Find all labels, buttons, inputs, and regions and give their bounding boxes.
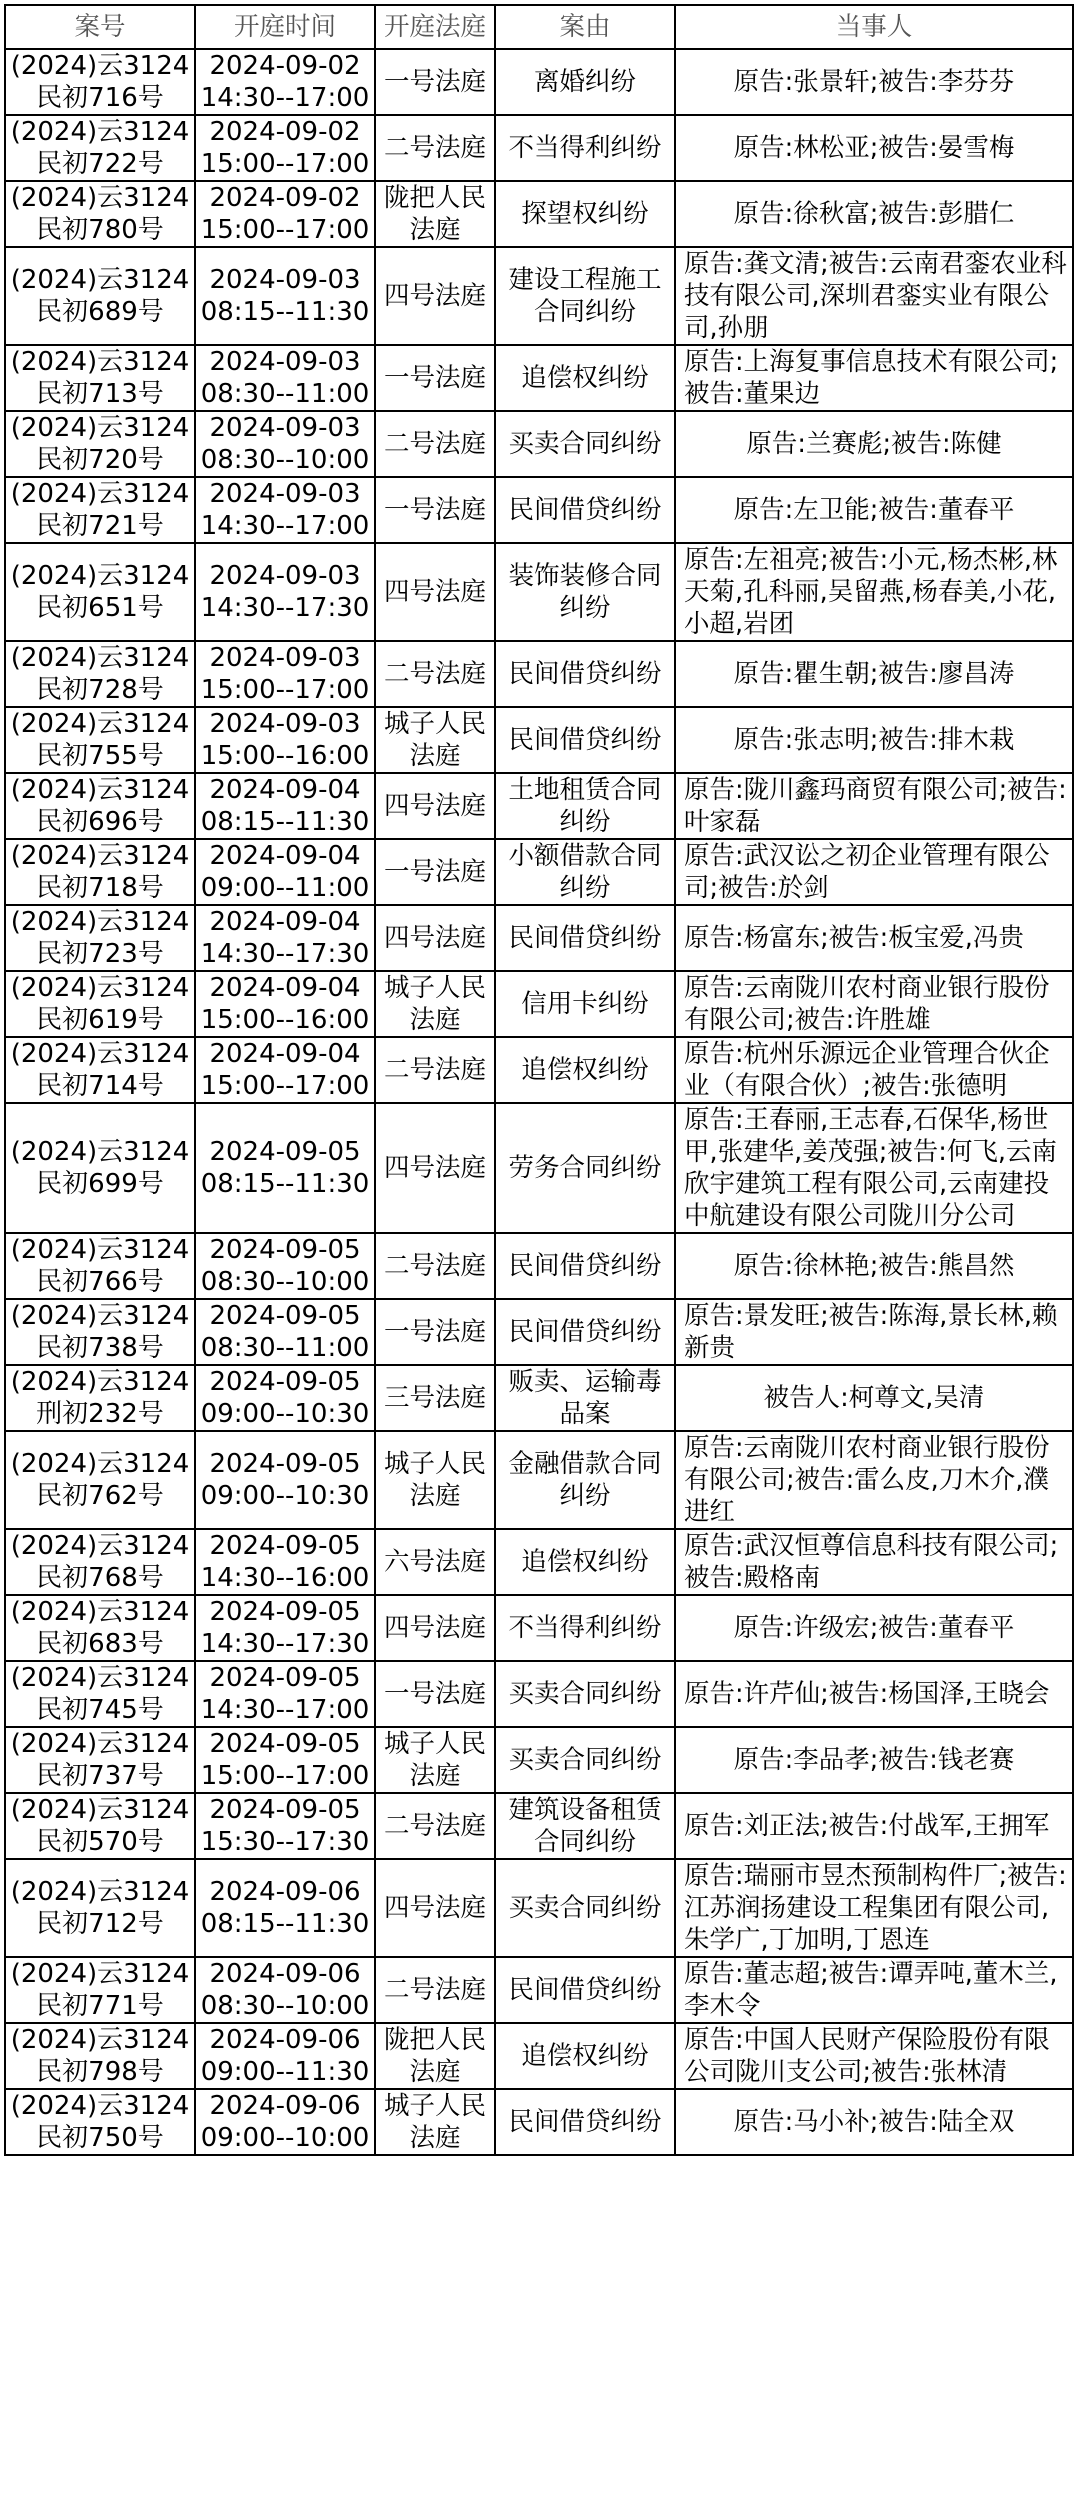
hearing-time-cell [195,641,375,707]
table-row [5,839,1073,905]
case-number-suffix: 民初738号 [36,1333,164,1363]
case-number-cell [5,707,195,773]
hearing-time-range: 15:00--17:00 [200,1761,370,1791]
hearing-time-cell [195,2023,375,2089]
case-number-prefix: (2024)云3124 [10,265,190,295]
case-number-suffix: 民初716号 [36,83,164,113]
hearing-time-range: 14:30--17:00 [200,83,370,113]
case-number-cell [5,1793,195,1859]
case-number-prefix: (2024)云3124 [10,479,190,509]
case-number-cell [5,1233,195,1299]
hearing-time-range: 09:00--11:30 [200,2057,370,2087]
case-number-suffix: 民初728号 [36,675,164,705]
parties-cell: 原告:许芹仙;被告:杨国泽,王晓会 [675,1661,1073,1727]
table-row [5,905,1073,971]
hearing-date: 2024-09-05 [209,1597,361,1627]
case-number-cell [5,905,195,971]
hearing-date: 2024-09-05 [209,1663,361,1693]
case-number-cell [5,181,195,247]
hearing-time-range: 08:15--11:30 [200,1909,370,1939]
cause-cell: 小额借款合同纠纷 [495,839,675,905]
case-number-cell [5,1595,195,1661]
hearing-time-cell [195,1859,375,1957]
hearing-date: 2024-09-03 [209,479,361,509]
case-number-suffix: 民初745号 [36,1695,164,1725]
cause-cell: 金融借款合同纠纷 [495,1431,675,1529]
hearing-date: 2024-09-05 [209,1235,361,1265]
hearing-time-cell [195,247,375,345]
case-number-suffix: 民初720号 [36,445,164,475]
header-case-number: 案号 [5,5,195,49]
hearing-time-cell [195,839,375,905]
table-row [5,1037,1073,1103]
case-number-suffix: 民初699号 [36,1169,164,1199]
case-number-prefix: (2024)云3124 [10,1663,190,1693]
table-row [5,971,1073,1037]
courtroom-cell: 四号法庭 [375,247,495,345]
hearing-time-range: 09:00--10:30 [200,1481,370,1511]
parties-cell: 原告:徐林艳;被告:熊昌然 [675,1233,1073,1299]
cause-cell: 探望权纠纷 [495,181,675,247]
table-row [5,345,1073,411]
courtroom-cell: 四号法庭 [375,1859,495,1957]
case-number-cell [5,49,195,115]
cause-cell: 追偿权纠纷 [495,2023,675,2089]
parties-cell: 原告:左卫能;被告:董春平 [675,477,1073,543]
courtroom-cell: 二号法庭 [375,1233,495,1299]
courtroom-cell: 城子人民法庭 [375,1431,495,1529]
case-number-suffix: 民初723号 [36,939,164,969]
case-number-suffix: 民初713号 [36,379,164,409]
hearing-date: 2024-09-03 [209,709,361,739]
hearing-time-range: 09:00--11:00 [200,873,370,903]
hearing-time-cell [195,1529,375,1595]
case-number-prefix: (2024)云3124 [10,2025,190,2055]
case-number-prefix: (2024)云3124 [10,907,190,937]
courtroom-cell: 一号法庭 [375,1661,495,1727]
hearing-time-range: 15:30--17:30 [200,1827,370,1857]
hearing-time-range: 14:30--17:00 [200,511,370,541]
hearing-time-range: 08:15--11:30 [200,1169,370,1199]
parties-cell: 原告:杨富东;被告:板宝爱,冯贵 [675,905,1073,971]
parties-cell: 原告:云南陇川农村商业银行股份有限公司;被告:许胜雄 [675,971,1073,1037]
hearing-time-cell [195,1365,375,1431]
case-number-prefix: (2024)云3124 [10,1367,190,1397]
case-number-suffix: 民初714号 [36,1071,164,1101]
hearing-date: 2024-09-05 [209,1449,361,1479]
case-number-cell [5,411,195,477]
case-number-suffix: 民初737号 [36,1761,164,1791]
hearing-time-cell [195,411,375,477]
hearing-time-range: 08:30--10:00 [200,1991,370,2021]
parties-cell: 原告:林松亚;被告:晏雪梅 [675,115,1073,181]
courtroom-cell: 二号法庭 [375,1957,495,2023]
table-row [5,543,1073,641]
hearing-date: 2024-09-04 [209,775,361,805]
parties-cell: 原告:左祖亮;被告:小元,杨杰彬,林天菊,孔科丽,吴留燕,杨春美,小花,小超,岩团 [675,543,1073,641]
table-row [5,1661,1073,1727]
cause-cell: 贩卖、运输毒品案 [495,1365,675,1431]
parties-cell: 被告人:柯尊文,吴清 [675,1365,1073,1431]
table-row [5,49,1073,115]
table-row [5,411,1073,477]
case-number-cell [5,115,195,181]
hearing-time-cell [195,1661,375,1727]
table-row [5,1365,1073,1431]
case-number-suffix: 民初768号 [36,1563,164,1593]
parties-cell: 原告:武汉讼之初企业管理有限公司;被告:於剑 [675,839,1073,905]
hearing-time-range: 14:30--17:30 [200,939,370,969]
table-row [5,1529,1073,1595]
courtroom-cell: 四号法庭 [375,905,495,971]
hearing-time-cell [195,971,375,1037]
cause-cell: 劳务合同纠纷 [495,1103,675,1233]
table-row [5,1299,1073,1365]
hearing-time-range: 14:30--17:30 [200,1629,370,1659]
hearing-time-cell [195,477,375,543]
courtroom-cell: 四号法庭 [375,1595,495,1661]
hearing-time-cell [195,707,375,773]
hearing-time-cell [195,1103,375,1233]
hearing-time-range: 08:30--11:00 [200,379,370,409]
hearing-time-cell [195,345,375,411]
parties-cell: 原告:上海复事信息技术有限公司;被告:董果边 [675,345,1073,411]
table-row [5,1431,1073,1529]
case-number-prefix: (2024)云3124 [10,1877,190,1907]
parties-cell: 原告:徐秋富;被告:彭腊仁 [675,181,1073,247]
case-number-suffix: 民初771号 [36,1991,164,2021]
case-number-prefix: (2024)云3124 [10,413,190,443]
case-number-prefix: (2024)云3124 [10,775,190,805]
case-number-cell [5,477,195,543]
hearing-time-range: 08:15--11:30 [200,297,370,327]
table-row [5,1103,1073,1233]
case-number-prefix: (2024)云3124 [10,1795,190,1825]
case-number-cell [5,247,195,345]
case-number-prefix: (2024)云3124 [10,2091,190,2121]
cause-cell: 民间借贷纠纷 [495,641,675,707]
cause-cell: 民间借贷纠纷 [495,1299,675,1365]
case-number-prefix: (2024)云3124 [10,1039,190,1069]
table-row [5,1859,1073,1957]
case-number-suffix: 民初570号 [36,1827,164,1857]
table-row [5,1233,1073,1299]
hearing-time-cell [195,543,375,641]
hearing-time-range: 15:00--17:00 [200,1071,370,1101]
hearing-date: 2024-09-03 [209,265,361,295]
hearing-time-range: 09:00--10:30 [200,1399,370,1429]
hearing-date: 2024-09-04 [209,973,361,1003]
courtroom-cell: 四号法庭 [375,1103,495,1233]
table-row [5,115,1073,181]
courtroom-cell: 城子人民法庭 [375,971,495,1037]
hearing-date: 2024-09-02 [209,117,361,147]
hearing-time-cell [195,49,375,115]
hearing-date: 2024-09-03 [209,413,361,443]
case-number-cell [5,1529,195,1595]
table-row [5,707,1073,773]
hearing-date: 2024-09-02 [209,183,361,213]
case-number-cell [5,1431,195,1529]
cause-cell: 不当得利纠纷 [495,1595,675,1661]
hearing-date: 2024-09-05 [209,1795,361,1825]
case-number-prefix: (2024)云3124 [10,973,190,1003]
hearing-date: 2024-09-06 [209,2025,361,2055]
case-number-cell [5,773,195,839]
cause-cell: 民间借贷纠纷 [495,1957,675,2023]
case-number-cell [5,1957,195,2023]
case-number-prefix: (2024)云3124 [10,51,190,81]
hearing-time-range: 09:00--10:00 [200,2123,370,2153]
cause-cell: 追偿权纠纷 [495,1529,675,1595]
case-number-cell [5,971,195,1037]
case-number-suffix: 民初750号 [36,2123,164,2153]
case-number-prefix: (2024)云3124 [10,183,190,213]
hearing-time-range: 14:30--16:00 [200,1563,370,1593]
case-number-suffix: 民初689号 [36,297,164,327]
cause-cell: 民间借贷纠纷 [495,707,675,773]
parties-cell: 原告:瑞丽市昱杰预制构件厂;被告:江苏润扬建设工程集团有限公司,朱学广,丁加明,丁恩连 [675,1859,1073,1957]
courtroom-cell: 二号法庭 [375,115,495,181]
cause-cell: 追偿权纠纷 [495,1037,675,1103]
courtroom-cell: 城子人民法庭 [375,1727,495,1793]
case-number-prefix: (2024)云3124 [10,1597,190,1627]
hearing-date: 2024-09-05 [209,1729,361,1759]
case-number-cell [5,1859,195,1957]
case-number-prefix: (2024)云3124 [10,561,190,591]
case-number-prefix: (2024)云3124 [10,1531,190,1561]
cause-cell: 民间借贷纠纷 [495,2089,675,2155]
parties-cell: 原告:刘正法;被告:付战军,王拥军 [675,1793,1073,1859]
case-number-cell [5,345,195,411]
hearing-time-cell [195,1957,375,2023]
case-number-prefix: (2024)云3124 [10,1729,190,1759]
case-number-suffix: 民初718号 [36,873,164,903]
case-number-suffix: 民初798号 [36,2057,164,2087]
hearing-time-range: 14:30--17:30 [200,593,370,623]
parties-cell: 原告:武汉恒尊信息科技有限公司;被告:殿格南 [675,1529,1073,1595]
hearing-time-cell [195,1595,375,1661]
hearing-time-cell [195,773,375,839]
case-number-prefix: (2024)云3124 [10,1449,190,1479]
courtroom-cell: 城子人民法庭 [375,2089,495,2155]
case-number-prefix: (2024)云3124 [10,841,190,871]
hearing-date: 2024-09-06 [209,1877,361,1907]
table-row [5,1727,1073,1793]
case-number-prefix: (2024)云3124 [10,709,190,739]
case-number-cell [5,641,195,707]
parties-cell: 原告:李品孝;被告:钱老赛 [675,1727,1073,1793]
parties-cell: 原告:张志明;被告:排木栽 [675,707,1073,773]
hearing-date: 2024-09-06 [209,2091,361,2121]
hearing-date: 2024-09-05 [209,1367,361,1397]
courtroom-cell: 二号法庭 [375,1793,495,1859]
hearing-date: 2024-09-03 [209,643,361,673]
parties-cell: 原告:许级宏;被告:董春平 [675,1595,1073,1661]
hearing-date: 2024-09-03 [209,561,361,591]
hearing-time-cell [195,181,375,247]
case-number-prefix: (2024)云3124 [10,643,190,673]
cause-cell: 买卖合同纠纷 [495,1661,675,1727]
cause-cell: 信用卡纠纷 [495,971,675,1037]
hearing-schedule-table [4,4,1074,2156]
table-row [5,773,1073,839]
courtroom-cell: 一号法庭 [375,839,495,905]
hearing-date: 2024-09-04 [209,907,361,937]
case-number-cell [5,2089,195,2155]
case-number-suffix: 民初762号 [36,1481,164,1511]
header-courtroom: 开庭法庭 [375,5,495,49]
hearing-time-range: 15:00--17:00 [200,675,370,705]
header-row [5,5,1073,49]
parties-cell: 原告:王春丽,王志春,石保华,杨世甲,张建华,姜茂强;被告:何飞,云南欣宇建筑工程有限公司,云南建投中航建设有限公司陇川分公司 [675,1103,1073,1233]
case-number-suffix: 民初766号 [36,1267,164,1297]
hearing-time-range: 08:30--10:00 [200,1267,370,1297]
cause-cell: 民间借贷纠纷 [495,905,675,971]
case-number-prefix: (2024)云3124 [10,1137,190,1167]
parties-cell: 原告:景发旺;被告:陈海,景长林,赖新贵 [675,1299,1073,1365]
hearing-time-cell [195,905,375,971]
courtroom-cell: 一号法庭 [375,49,495,115]
case-number-suffix: 民初619号 [36,1005,164,1035]
hearing-time-cell [195,115,375,181]
parties-cell: 原告:中国人民财产保险股份有限公司陇川支公司;被告:张林清 [675,2023,1073,2089]
courtroom-cell: 陇把人民法庭 [375,2023,495,2089]
table-row [5,247,1073,345]
courtroom-cell: 四号法庭 [375,543,495,641]
table-body [5,49,1073,2155]
header-hearing-time: 开庭时间 [195,5,375,49]
hearing-date: 2024-09-05 [209,1301,361,1331]
case-number-suffix: 民初721号 [36,511,164,541]
hearing-time-cell [195,1727,375,1793]
hearing-time-range: 15:00--16:00 [200,741,370,771]
case-number-prefix: (2024)云3124 [10,117,190,147]
cause-cell: 离婚纠纷 [495,49,675,115]
parties-cell: 原告:董志超;被告:谭弄吨,董木兰,李木令 [675,1957,1073,2023]
hearing-date: 2024-09-02 [209,51,361,81]
courtroom-cell: 六号法庭 [375,1529,495,1595]
cause-cell: 土地租赁合同纠纷 [495,773,675,839]
case-number-prefix: (2024)云3124 [10,1959,190,1989]
case-number-suffix: 民初712号 [36,1909,164,1939]
courtroom-cell: 一号法庭 [375,345,495,411]
hearing-time-cell [195,1233,375,1299]
cause-cell: 民间借贷纠纷 [495,477,675,543]
parties-cell: 原告:云南陇川农村商业银行股份有限公司;被告:雷么皮,刀木介,濮进红 [675,1431,1073,1529]
hearing-time-cell [195,2089,375,2155]
cause-cell: 装饰装修合同纠纷 [495,543,675,641]
table-row [5,1595,1073,1661]
courtroom-cell: 二号法庭 [375,641,495,707]
parties-cell: 原告:张景轩;被告:李芬芬 [675,49,1073,115]
case-number-suffix: 民初755号 [36,741,164,771]
hearing-date: 2024-09-05 [209,1531,361,1561]
hearing-date: 2024-09-04 [209,1039,361,1069]
hearing-time-range: 14:30--17:00 [200,1695,370,1725]
header-parties: 当事人 [675,5,1073,49]
cause-cell: 追偿权纠纷 [495,345,675,411]
cause-cell: 民间借贷纠纷 [495,1233,675,1299]
parties-cell: 原告:杭州乐源远企业管理合伙企业（有限合伙）;被告:张德明 [675,1037,1073,1103]
hearing-time-range: 15:00--17:00 [200,149,370,179]
cause-cell: 建筑设备租赁合同纠纷 [495,1793,675,1859]
hearing-time-cell [195,1431,375,1529]
case-number-cell [5,1037,195,1103]
hearing-date: 2024-09-04 [209,841,361,871]
case-number-suffix: 民初780号 [36,215,164,245]
case-number-prefix: (2024)云3124 [10,1235,190,1265]
cause-cell: 不当得利纠纷 [495,115,675,181]
case-number-suffix: 民初683号 [36,1629,164,1659]
parties-cell: 原告:马小补;被告:陆全双 [675,2089,1073,2155]
hearing-time-range: 15:00--17:00 [200,215,370,245]
case-number-prefix: (2024)云3124 [10,347,190,377]
table-row [5,641,1073,707]
cause-cell: 建设工程施工合同纠纷 [495,247,675,345]
case-number-cell [5,1299,195,1365]
case-number-suffix: 民初722号 [36,149,164,179]
case-number-suffix: 民初696号 [36,807,164,837]
cause-cell: 买卖合同纠纷 [495,411,675,477]
case-number-cell [5,2023,195,2089]
table-header [5,5,1073,49]
table-row [5,1793,1073,1859]
parties-cell: 原告:兰赛彪;被告:陈健 [675,411,1073,477]
hearing-time-range: 08:15--11:30 [200,807,370,837]
hearing-time-range: 08:30--11:00 [200,1333,370,1363]
courtroom-cell: 一号法庭 [375,477,495,543]
case-number-suffix: 刑初232号 [36,1399,164,1429]
hearing-date: 2024-09-06 [209,1959,361,1989]
hearing-time-range: 15:00--16:00 [200,1005,370,1035]
courtroom-cell: 城子人民法庭 [375,707,495,773]
table-row [5,2023,1073,2089]
parties-cell: 原告:瞿生朝;被告:廖昌涛 [675,641,1073,707]
hearing-time-cell [195,1037,375,1103]
courtroom-cell: 二号法庭 [375,1037,495,1103]
hearing-date: 2024-09-05 [209,1137,361,1167]
header-cause: 案由 [495,5,675,49]
table-row [5,477,1073,543]
courtroom-cell: 二号法庭 [375,411,495,477]
parties-cell: 原告:龚文清;被告:云南君銮农业科技有限公司,深圳君銮实业有限公司,孙朋 [675,247,1073,345]
case-number-cell [5,839,195,905]
courtroom-cell: 一号法庭 [375,1299,495,1365]
hearing-time-range: 08:30--10:00 [200,445,370,475]
courtroom-cell: 三号法庭 [375,1365,495,1431]
case-number-cell [5,1103,195,1233]
case-number-cell [5,1727,195,1793]
hearing-time-cell [195,1299,375,1365]
case-number-cell [5,1661,195,1727]
hearing-time-cell [195,1793,375,1859]
table-row [5,1957,1073,2023]
table-row [5,2089,1073,2155]
case-number-prefix: (2024)云3124 [10,1301,190,1331]
case-number-cell [5,1365,195,1431]
cause-cell: 买卖合同纠纷 [495,1727,675,1793]
cause-cell: 买卖合同纠纷 [495,1859,675,1957]
parties-cell: 原告:陇川鑫玛商贸有限公司;被告:叶家磊 [675,773,1073,839]
courtroom-cell: 四号法庭 [375,773,495,839]
table-row [5,181,1073,247]
case-number-cell [5,543,195,641]
case-number-suffix: 民初651号 [36,593,164,623]
hearing-date: 2024-09-03 [209,347,361,377]
courtroom-cell: 陇把人民法庭 [375,181,495,247]
